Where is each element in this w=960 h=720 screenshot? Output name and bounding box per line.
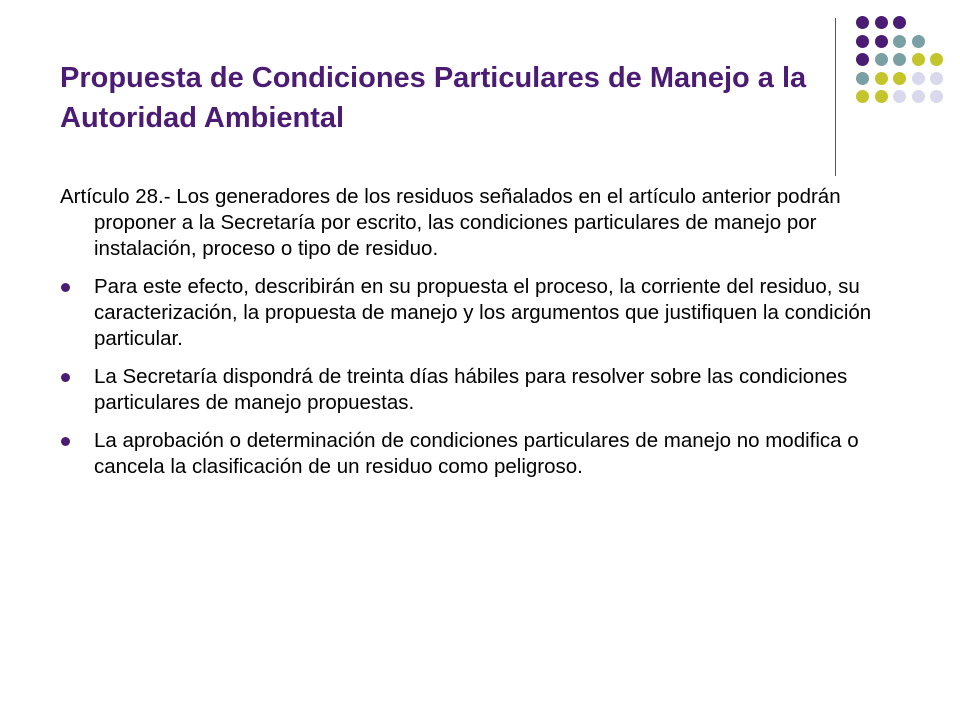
decorative-dot	[856, 16, 869, 29]
decorative-dot	[912, 35, 925, 48]
decorative-dot	[875, 72, 888, 85]
bullet-item	[60, 364, 910, 416]
decorative-dot	[893, 72, 906, 85]
decorative-dot	[856, 35, 869, 48]
decorative-dot	[893, 90, 906, 103]
decorative-dot	[930, 90, 943, 103]
decorative-dot	[856, 90, 869, 103]
bullet-text: Para este efecto, describirán en su propuesta el proceso, la corriente del residuo, su caracterización, la propuesta de manejo y los argumentos que justifiquen la condición particular.	[94, 275, 872, 350]
bullet-item	[60, 274, 910, 352]
bullet-text: La aprobación o determinación de condiciones particulares de manejo no modifica o cancela la clasificación de un residuo como peligroso.	[94, 429, 859, 478]
decorative-dot	[912, 90, 925, 103]
decorative-dot	[912, 72, 925, 85]
decorative-dot	[930, 53, 943, 66]
decorative-divider-line	[835, 18, 836, 176]
decorative-dot	[912, 53, 925, 66]
decorative-dot	[856, 72, 869, 85]
intro-paragraph: Artículo 28.- Los generadores de los residuos señalados en el artículo anterior podrán proponer a la Secretaría por escrito, las condiciones particulares de manejo por instalación, proceso o tipo de residuo.	[60, 185, 841, 260]
bullet-dot-icon	[61, 437, 70, 446]
slide-title: Propuesta de Condiciones Particulares de Manejo a la Autoridad Ambiental	[60, 62, 807, 134]
slide-body	[60, 184, 910, 492]
decorative-dot	[930, 72, 943, 85]
bullet-list	[60, 274, 910, 480]
decorative-dot	[875, 90, 888, 103]
bullet-item	[60, 428, 910, 480]
bullet-dot-icon	[61, 283, 70, 292]
decorative-dot	[856, 53, 869, 66]
decorative-dot	[875, 35, 888, 48]
decorative-dot	[875, 16, 888, 29]
decorative-dot	[875, 53, 888, 66]
bullet-dot-icon	[61, 373, 70, 382]
bullet-text: La Secretaría dispondrá de treinta días hábiles para resolver sobre las condiciones particulares de manejo propuestas.	[94, 365, 848, 414]
decorative-dot	[893, 53, 906, 66]
decorative-dot	[893, 16, 906, 29]
decorative-dot	[893, 35, 906, 48]
